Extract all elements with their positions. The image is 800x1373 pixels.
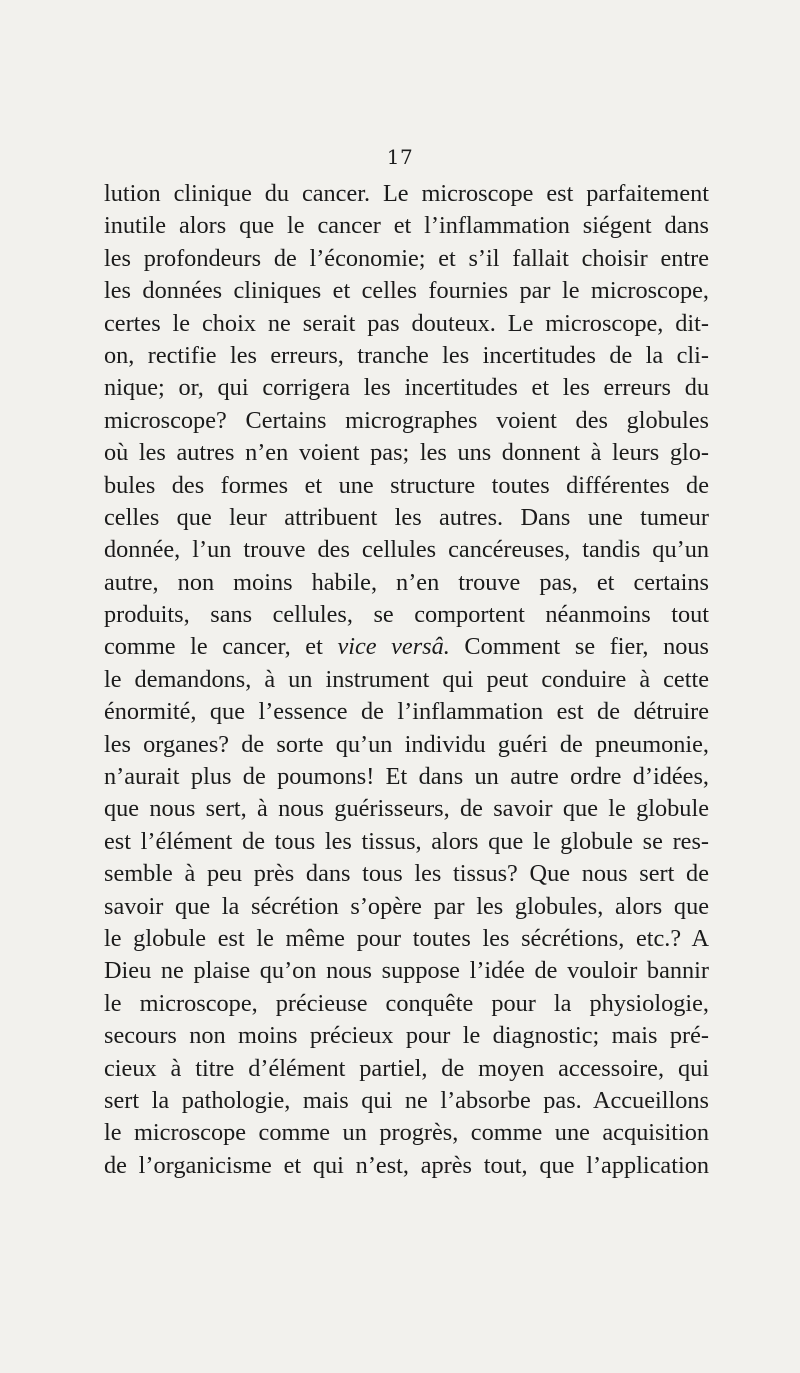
text-line: sert la pathologie, mais qui ne l’absorbe pas. Accueillons xyxy=(104,1086,709,1114)
text-line: certes le choix ne serait pas douteux. Le microscope, dit- xyxy=(104,309,709,337)
text-line: énormité, que l’essence de l’inflammation est de détruire xyxy=(104,698,709,726)
text-line: cieux à titre d’élément partiel, de moyen accessoire, qui xyxy=(104,1054,709,1082)
text-line: où les autres n’en voient pas; les uns donnent à leurs glo- xyxy=(104,439,709,467)
text-line: on, rectifie les erreurs, tranche les incertitudes de la cli- xyxy=(104,341,709,369)
text-line: Dieu ne plaise qu’on nous suppose l’idée de vouloir bannir xyxy=(104,957,709,985)
text-line: que nous sert, à nous guérisseurs, de savoir que le globule xyxy=(104,795,709,823)
text-line: microscope? Certains micrographes voient des globules xyxy=(104,406,709,434)
body-text xyxy=(104,178,709,1182)
text-line: produits, sans cellules, se comportent néanmoins tout xyxy=(104,601,709,629)
text-line: inutile alors que le cancer et l’inflammation siégent dans xyxy=(104,212,709,240)
text-line: bules des formes et une structure toutes différentes de xyxy=(104,471,709,499)
text-line: les profondeurs de l’économie; et s’il fallait choisir entre xyxy=(104,244,709,272)
text-line: lution clinique du cancer. Le microscope est parfaitement xyxy=(104,180,709,207)
text-line: de l’organicisme et qui n’est, après tout, que l’application xyxy=(104,1151,709,1179)
text-line-with-italic xyxy=(104,631,709,663)
page-number: 17 xyxy=(386,145,414,169)
text-line: le microscope, précieuse conquête pour la physiologie, xyxy=(104,989,709,1017)
text-line: donnée, l’un trouve des cellules cancéreuses, tandis qu’un xyxy=(104,536,709,564)
text-line: n’aurait plus de poumons! Et dans un autre ordre d’idées, xyxy=(104,763,709,791)
text-line: les organes? de sorte qu’un individu guéri de pneumonie, xyxy=(104,730,709,758)
text-line: secours non moins précieux pour le diagnostic; mais pré- xyxy=(104,1022,709,1050)
text-segment: comme le cancer, et xyxy=(104,633,338,661)
text-segment: Comment se fier, nous xyxy=(449,633,709,661)
text-line: les données cliniques et celles fournies par le microscope, xyxy=(104,277,709,305)
text-line: le demandons, à un instrument qui peut conduire à cette xyxy=(104,665,709,693)
text-line: celles que leur attribuent les autres. Dans une tumeur xyxy=(104,503,709,531)
text-line: nique; or, qui corrigera les incertitudes et les erreurs du xyxy=(104,374,709,402)
text-line: est l’élément de tous les tissus, alors que le globule se res- xyxy=(104,827,709,855)
text-line: savoir que la sécrétion s’opère par les globules, alors que xyxy=(104,892,709,920)
text-line: autre, non moins habile, n’en trouve pas, et certains xyxy=(104,568,709,596)
text-line: le microscope comme un progrès, comme une acquisition xyxy=(104,1119,709,1147)
text-line: semble à peu près dans tous les tissus? Que nous sert de xyxy=(104,860,709,888)
italic-phrase: vice versâ. xyxy=(337,633,450,661)
text-line: le globule est le même pour toutes les sécrétions, etc.? A xyxy=(104,924,709,952)
